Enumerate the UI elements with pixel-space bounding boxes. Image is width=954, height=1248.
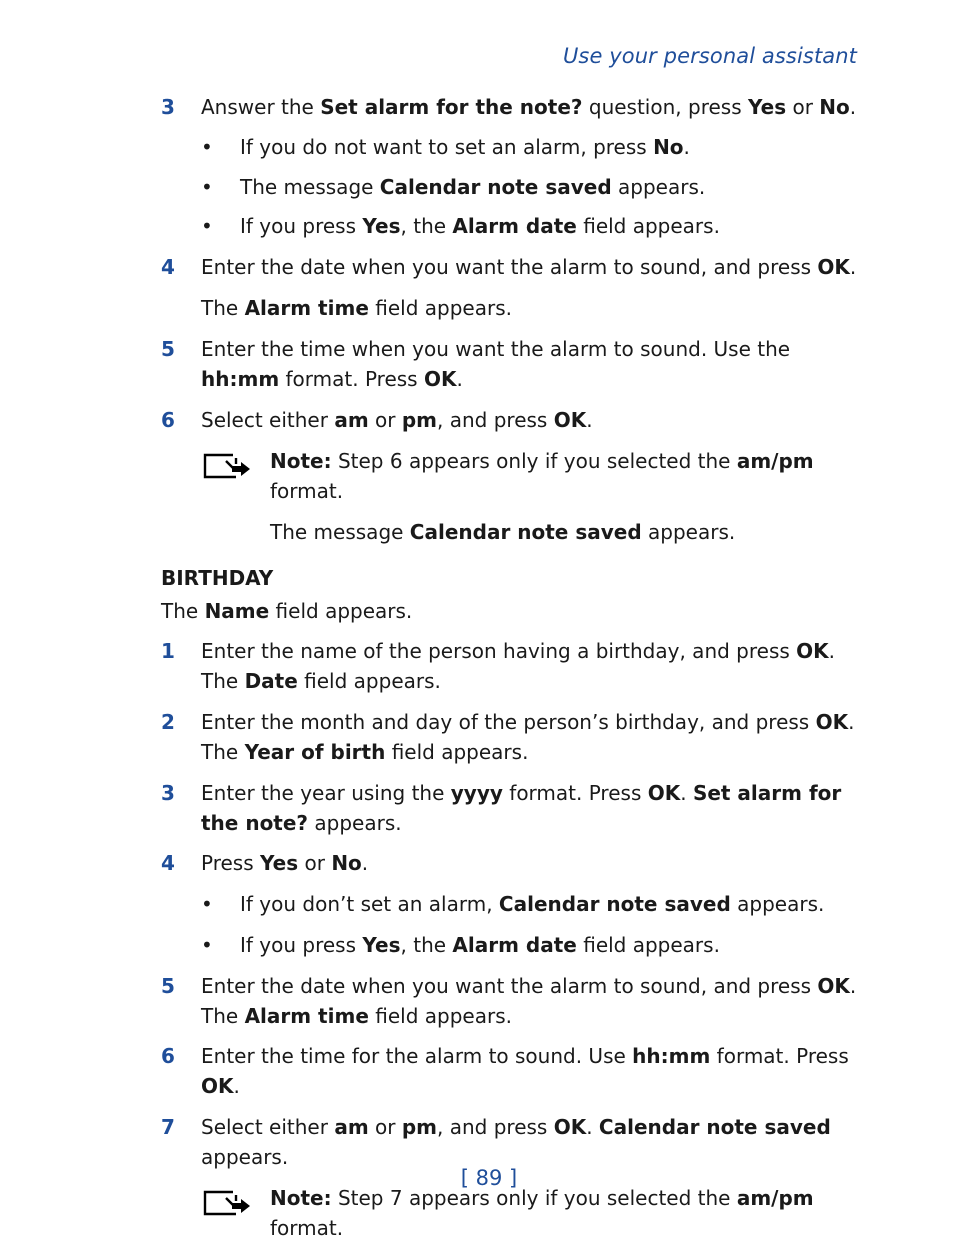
step-number: 3: [161, 781, 175, 805]
bold-term: Alarm time: [244, 1004, 369, 1028]
bullet-item: [201, 132, 861, 162]
note-icon: [202, 1189, 252, 1217]
bold-term: Calendar note saved: [498, 892, 731, 916]
step-item: [161, 1041, 861, 1101]
text-run: , the: [400, 214, 453, 238]
bold-term: OK: [553, 408, 587, 432]
text-run: Enter the time for the alarm to sound. Use: [201, 1044, 633, 1068]
bullet-text: [240, 172, 861, 202]
step-item: [161, 636, 861, 696]
bold-term: am: [334, 1115, 369, 1139]
text-run: The: [161, 599, 205, 623]
text-run: format. Press: [710, 1044, 849, 1068]
bold-term: No: [331, 851, 362, 875]
step-text: [201, 971, 861, 1031]
step-item: [161, 971, 861, 1031]
text-run: .: [849, 95, 857, 119]
step-number: 5: [161, 974, 175, 998]
text-run: If you press: [240, 933, 363, 957]
step-text: [201, 293, 861, 323]
step-text: [201, 1041, 861, 1101]
text-run: Select either: [201, 1115, 335, 1139]
text-run: Press: [201, 851, 260, 875]
bold-term: OK: [423, 367, 457, 391]
note-followup-text: [270, 517, 861, 547]
text-run: The message: [270, 520, 410, 544]
step-text: [201, 334, 861, 394]
text-run: .: [233, 1074, 240, 1098]
bullet-text: [240, 930, 861, 960]
bold-term: Set alarm for the note?: [201, 781, 842, 835]
step-item: [161, 293, 861, 323]
text-run: .: [828, 639, 836, 663]
step-text: [201, 405, 861, 435]
text-run: or: [368, 408, 402, 432]
step-number: 1: [161, 639, 175, 663]
text-run: .: [586, 1115, 599, 1139]
note-callout: [270, 1183, 861, 1243]
bullet-dot: •: [201, 135, 213, 159]
text-run: field appears.: [368, 296, 512, 320]
paragraph: [161, 596, 861, 626]
step-text: [201, 848, 861, 878]
step-text: [201, 778, 861, 838]
bold-term: OK: [817, 255, 850, 279]
text-run: Enter the name of the person having a birthday, and press: [201, 639, 797, 663]
bold-term: Calendar note saved: [379, 175, 612, 199]
bold-term: No: [653, 135, 684, 159]
note-text: [270, 1183, 861, 1243]
bold-term: BIRTHDAY: [161, 566, 274, 590]
text-run: The message: [240, 175, 380, 199]
text-run: The: [201, 296, 245, 320]
step-number: 3: [161, 95, 175, 119]
bold-term: yyyy: [450, 781, 503, 805]
step-item: [161, 707, 861, 767]
text-run: format. Press: [279, 367, 424, 391]
bold-term: OK: [647, 781, 681, 805]
text-run: or: [786, 95, 820, 119]
page-number: [ 89 ]: [460, 1166, 518, 1190]
text-run: Step 7 appears only if you selected the: [331, 1186, 737, 1210]
text-run: field appears.: [576, 933, 720, 957]
bold-term: pm: [401, 408, 438, 432]
bold-term: Note:: [270, 1186, 332, 1210]
step-number: 6: [161, 1044, 175, 1068]
text-run: The: [201, 740, 245, 764]
bullet-dot: •: [201, 892, 213, 916]
bold-term: OK: [817, 974, 850, 998]
bold-term: pm: [401, 1115, 438, 1139]
step-item: [161, 92, 861, 122]
step-number: 4: [161, 851, 175, 875]
step-item: [161, 1112, 861, 1172]
text-run: format.: [270, 479, 344, 503]
step-item: [161, 252, 861, 282]
text-run: , and press: [437, 1115, 554, 1139]
section-heading: [161, 563, 861, 593]
bold-term: Note:: [270, 449, 332, 473]
step-text: [201, 92, 861, 122]
step-text: [201, 636, 861, 696]
text-run: If you don’t set an alarm,: [240, 892, 499, 916]
text-run: appears.: [611, 175, 706, 199]
text-run: appears.: [201, 1145, 289, 1169]
note-callout: [270, 446, 861, 506]
bold-term: Yes: [747, 95, 787, 119]
text-run: or: [298, 851, 332, 875]
text-run: appears.: [308, 811, 402, 835]
text-run: appears.: [730, 892, 825, 916]
text-run: format. Press: [502, 781, 648, 805]
text-run: .: [680, 781, 693, 805]
bullet-item: [201, 211, 861, 241]
text-run: field appears.: [368, 1004, 512, 1028]
text-run: field appears.: [297, 669, 441, 693]
text-run: question, press: [582, 95, 748, 119]
bold-term: Date: [244, 669, 298, 693]
text-run: field appears.: [385, 740, 529, 764]
bold-term: Alarm time: [244, 296, 369, 320]
note-text: [270, 446, 861, 506]
text-run: Enter the date when you want the alarm to sound, and press: [201, 974, 818, 998]
bold-term: Year of birth: [244, 740, 386, 764]
bold-term: hh:mm: [632, 1044, 711, 1068]
text-run: Enter the date when you want the alarm to sound, and press: [201, 255, 818, 279]
bullet-text: [240, 211, 861, 241]
bullet-item: [201, 930, 861, 960]
bullet-dot: •: [201, 933, 213, 957]
text-run: , and press: [437, 408, 554, 432]
text-run: If you press: [240, 214, 363, 238]
bold-term: OK: [815, 710, 849, 734]
text-run: Select either: [201, 408, 335, 432]
bold-term: hh:mm: [201, 367, 280, 391]
text-run: .: [683, 135, 690, 159]
text-run: .: [849, 974, 857, 998]
bold-term: Calendar note saved: [598, 1115, 831, 1139]
note-icon: [202, 452, 252, 480]
text-run: field appears.: [576, 214, 720, 238]
bold-term: Name: [204, 599, 270, 623]
bold-term: am/pm: [736, 1186, 814, 1210]
text-run: field appears.: [269, 599, 413, 623]
text-run: .: [456, 367, 463, 391]
step-text: [201, 1112, 861, 1172]
text-run: Enter the time when you want the alarm to sound. Use the: [201, 337, 791, 361]
text-run: or: [368, 1115, 402, 1139]
bold-term: am: [334, 408, 369, 432]
text-run: appears.: [641, 520, 736, 544]
text-run: , the: [400, 933, 453, 957]
text-run: .: [586, 408, 593, 432]
step-text: [201, 707, 861, 767]
step-item: [161, 778, 861, 838]
text-run: The: [201, 1004, 245, 1028]
bullet-item: [201, 889, 861, 919]
bold-term: Yes: [260, 851, 299, 875]
step-number: 5: [161, 337, 175, 361]
text-run: .: [849, 255, 857, 279]
bold-term: OK: [553, 1115, 587, 1139]
bullet-dot: •: [201, 175, 213, 199]
text-run: .: [848, 710, 855, 734]
bold-term: Set alarm for the note?: [320, 95, 583, 119]
bold-term: OK: [796, 639, 829, 663]
section-header: Use your personal assistant: [562, 44, 857, 68]
bold-term: am/pm: [736, 449, 814, 473]
bold-term: Alarm date: [452, 214, 577, 238]
text-run: The: [201, 669, 245, 693]
text-run: If you do not want to set an alarm, press: [240, 135, 654, 159]
text-run: format.: [270, 1216, 344, 1240]
text-run: .: [361, 851, 369, 875]
step-text: [201, 252, 861, 282]
text-run: Answer the: [201, 95, 321, 119]
bullet-text: [240, 889, 861, 919]
page-content: [161, 92, 861, 1243]
text-run: Step 6 appears only if you selected the: [331, 449, 737, 473]
step-number: 4: [161, 255, 175, 279]
step-number: 7: [161, 1115, 175, 1139]
bullet-item: [201, 172, 861, 202]
step-item: [161, 405, 861, 435]
step-item: [161, 848, 861, 878]
step-item: [161, 334, 861, 394]
bold-term: Alarm date: [452, 933, 577, 957]
bold-term: OK: [201, 1074, 234, 1098]
step-number: 2: [161, 710, 175, 734]
step-number: 6: [161, 408, 175, 432]
bold-term: Calendar note saved: [409, 520, 642, 544]
bold-term: Yes: [362, 933, 401, 957]
text-run: Enter the year using the: [201, 781, 451, 805]
bold-term: Yes: [362, 214, 401, 238]
text-run: Enter the month and day of the person’s birthday, and press: [201, 710, 816, 734]
bold-term: No: [819, 95, 850, 119]
bullet-text: [240, 132, 861, 162]
bullet-dot: •: [201, 214, 213, 238]
